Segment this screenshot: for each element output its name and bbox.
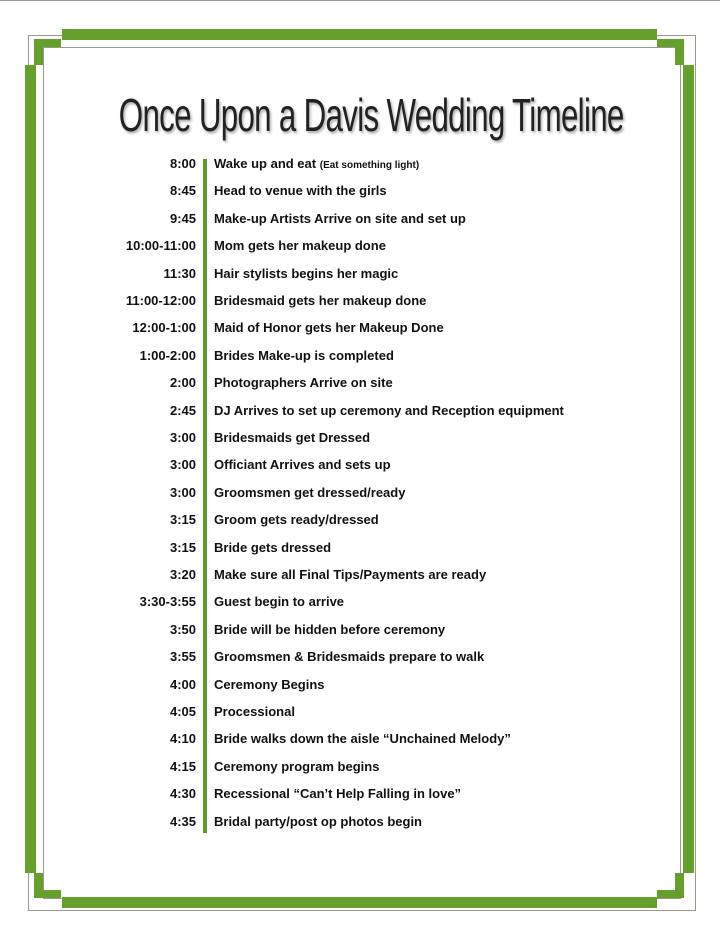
timeline-event — [214, 403, 564, 418]
timeline-event — [214, 704, 295, 719]
timeline-row — [0, 266, 720, 286]
timeline-time: 3:15 — [169, 539, 196, 555]
timeline-event — [214, 622, 445, 637]
timeline-row — [0, 430, 720, 450]
event-text: Guest begin to arrive — [214, 594, 345, 610]
event-text: Bride gets dressed — [214, 539, 332, 555]
timeline-row — [0, 567, 720, 587]
timeline-time: 3:55 — [169, 649, 196, 665]
event-text: Maid of Honor gets her Makeup Done — [214, 320, 444, 336]
timeline-event — [214, 293, 426, 308]
event-text: Bridesmaid gets her makeup done — [214, 293, 427, 308]
event-text: Mom gets her makeup done — [214, 238, 386, 254]
event-text: Officiant Arrives and sets up — [214, 457, 391, 473]
timeline-event — [214, 320, 444, 335]
timeline-row — [0, 183, 720, 203]
event-text: Groom gets ready/dressed — [214, 512, 379, 528]
event-text: Hair stylists begins her magic — [214, 265, 399, 281]
event-text: Bridal party/post op photos begin — [214, 813, 422, 829]
timeline-time: 3:15 — [169, 512, 196, 528]
event-text: Ceremony program begins — [214, 758, 380, 774]
timeline-event — [214, 430, 370, 445]
timeline-row — [0, 485, 720, 505]
event-text: Processional — [214, 704, 295, 719]
timeline-row — [0, 512, 720, 532]
event-text: Bridesmaids get Dressed — [214, 430, 371, 445]
timeline-time: 4:30 — [169, 786, 196, 802]
timeline-event — [214, 594, 344, 609]
timeline-time: 3:00 — [169, 484, 196, 500]
timeline-row — [0, 814, 720, 834]
timeline-row — [0, 731, 720, 751]
timeline-row — [0, 677, 720, 697]
timeline-event — [214, 183, 387, 198]
event-text: Head to venue with the girls — [214, 183, 387, 199]
timeline-time: 12:00-1:00 — [132, 320, 196, 336]
timeline-event — [214, 649, 484, 664]
timeline-time: 3:50 — [169, 621, 196, 637]
event-text: Bride walks down the aisle “Unchained Melody” — [214, 731, 511, 747]
timeline-time: 4:00 — [169, 676, 196, 692]
timeline-time: 11:00-12:00 — [125, 293, 196, 308]
timeline-time: 8:45 — [169, 183, 196, 199]
event-note: (Eat something light) — [319, 160, 420, 171]
timeline-row — [0, 704, 720, 724]
timeline-event — [214, 156, 419, 171]
timeline-time: 3:00 — [169, 457, 196, 473]
timeline-time: 4:35 — [169, 813, 196, 829]
timeline-event — [214, 512, 379, 527]
timeline-row — [0, 403, 720, 423]
timeline-event — [214, 540, 331, 555]
event-text: Groomsmen & Bridesmaids prepare to walk — [214, 649, 485, 665]
timeline-row — [0, 540, 720, 560]
timeline-time: 2:45 — [169, 402, 196, 418]
timeline-row — [0, 375, 720, 395]
timeline-row — [0, 156, 720, 176]
timeline-event — [214, 375, 393, 390]
timeline-event — [214, 485, 405, 500]
timeline-time: 9:45 — [169, 210, 196, 226]
timeline-row — [0, 786, 720, 806]
timeline-row — [0, 238, 720, 258]
timeline-event — [214, 348, 394, 363]
event-text: Make-up Artists Arrive on site and set up — [214, 210, 466, 226]
page-edge — [0, 0, 720, 1]
timeline-event — [214, 814, 422, 829]
timeline-event — [214, 266, 398, 281]
event-text: Bride will be hidden before ceremony — [214, 621, 446, 637]
timeline-time: 3:00 — [169, 430, 196, 445]
event-text: Make sure all Final Tips/Payments are ready — [214, 567, 487, 582]
timeline-time: 11:30 — [163, 265, 196, 281]
event-text: Brides Make-up is completed — [214, 347, 394, 363]
event-text: Groomsmen get dressed/ready — [214, 484, 406, 500]
timeline-row — [0, 320, 720, 340]
timeline-time: 4:05 — [169, 704, 196, 719]
page-title: Once Upon a Davis Wedding Timeline — [118, 89, 624, 141]
timeline-event — [214, 457, 391, 472]
timeline-time: 3:30-3:55 — [139, 594, 196, 610]
event-text: Wake up and eat — [214, 156, 317, 171]
event-text: Ceremony Begins — [214, 676, 325, 692]
timeline-event — [214, 731, 511, 746]
timeline-event — [214, 677, 325, 692]
timeline-time: 3:20 — [169, 567, 196, 582]
timeline-event — [214, 759, 379, 774]
timeline-row — [0, 457, 720, 477]
timeline-time: 10:00-11:00 — [125, 238, 196, 254]
timeline-time: 2:00 — [169, 375, 196, 391]
timeline-row — [0, 348, 720, 368]
timeline-event — [214, 238, 386, 253]
event-text: Recessional “Can’t Help Falling in love” — [214, 786, 462, 802]
timeline-event — [214, 567, 486, 582]
timeline-event — [214, 211, 466, 226]
timeline-row — [0, 759, 720, 779]
timeline-row — [0, 649, 720, 669]
timeline-time: 4:15 — [169, 758, 196, 774]
timeline-row — [0, 293, 720, 313]
event-text: Photographers Arrive on site — [214, 375, 393, 391]
event-text: DJ Arrives to set up ceremony and Reception equipment — [214, 402, 564, 418]
timeline-time: 4:10 — [169, 731, 196, 747]
timeline-row — [0, 211, 720, 231]
timeline-row — [0, 622, 720, 642]
timeline-event — [214, 786, 461, 801]
timeline-time: 8:00 — [169, 156, 196, 171]
timeline-time: 1:00-2:00 — [139, 347, 196, 363]
timeline-row — [0, 594, 720, 614]
